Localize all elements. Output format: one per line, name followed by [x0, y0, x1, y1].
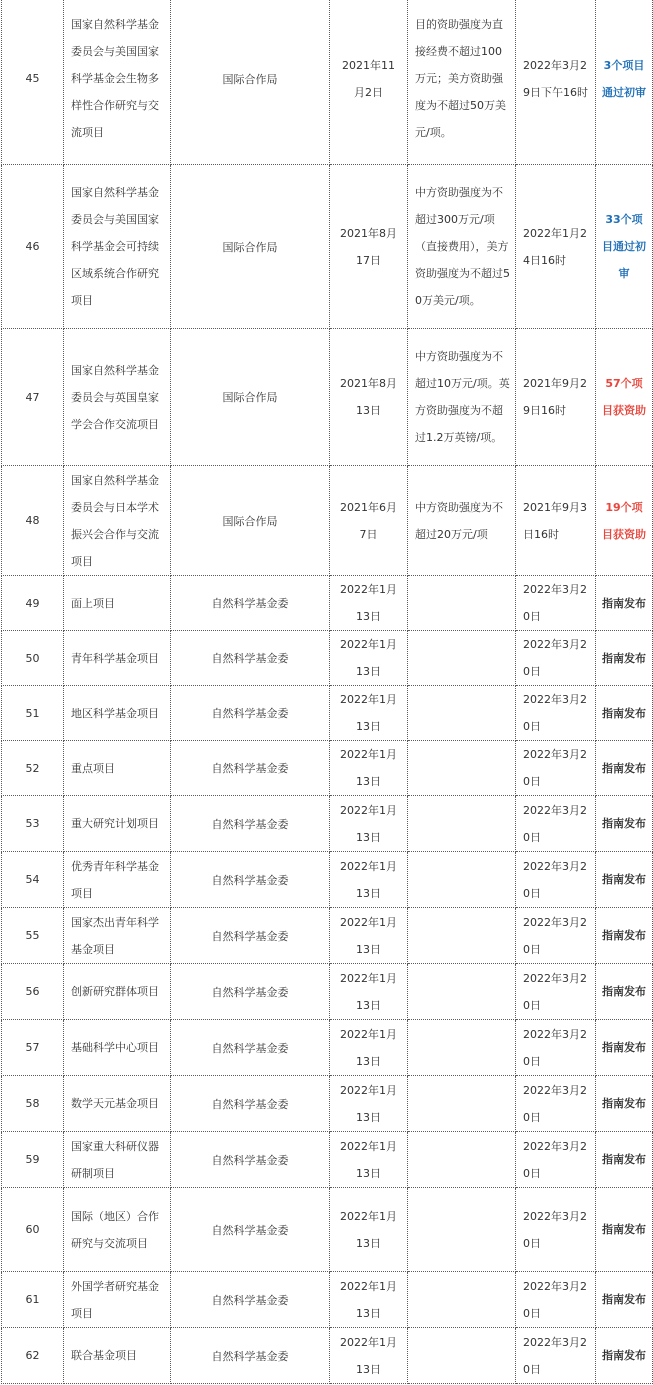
organization: 自然科学基金委	[211, 1223, 289, 1237]
project-name-cell	[64, 852, 171, 908]
status-cell	[596, 741, 653, 796]
project-name-cell	[64, 686, 171, 741]
funding-amount-cell	[408, 1132, 516, 1188]
publish-date: 2022年1月13日	[340, 915, 397, 956]
deadline-cell	[516, 576, 596, 631]
publish-date: 2022年1月13日	[340, 583, 397, 623]
row-number: 59	[25, 1153, 40, 1166]
organization: 自然科学基金委	[211, 1153, 289, 1167]
status: 指南发布	[602, 985, 646, 998]
funding-amount-cell	[408, 0, 516, 165]
deadline: 2022年3月20日	[523, 583, 587, 623]
deadline: 2022年3月20日	[523, 748, 587, 788]
row-number: 46	[25, 240, 40, 253]
organization-cell	[171, 796, 330, 852]
deadline: 2021年9月29日16时	[523, 377, 587, 417]
deadline-cell	[516, 908, 596, 964]
project-name-cell	[64, 1020, 171, 1076]
deadline-cell	[516, 1076, 596, 1132]
row-number-cell	[2, 1132, 64, 1188]
table-row	[2, 631, 653, 686]
funding-amount-cell	[408, 796, 516, 852]
deadline-cell	[516, 1020, 596, 1076]
status-cell	[596, 1020, 653, 1076]
table-row	[2, 908, 653, 964]
status: 指南发布	[602, 706, 646, 720]
table-row	[2, 165, 653, 329]
organization: 自然科学基金委	[211, 929, 289, 943]
project-name-cell	[64, 1272, 171, 1328]
funding-table-body	[2, 0, 653, 1384]
row-number-cell	[2, 1188, 64, 1272]
deadline-cell	[516, 1328, 596, 1384]
row-number-cell	[2, 908, 64, 964]
project-name: 面上项目	[71, 596, 115, 610]
row-number: 45	[25, 72, 40, 85]
organization-cell	[171, 1076, 330, 1132]
organization-cell	[171, 908, 330, 964]
table-row	[2, 1076, 653, 1132]
deadline-cell	[516, 329, 596, 466]
status: 指南发布	[602, 1349, 646, 1362]
organization-cell	[171, 1328, 330, 1384]
funding-amount: 中方资助强度为不超过20万元/项	[415, 500, 503, 541]
status-cell	[596, 0, 653, 165]
deadline: 2021年9月3日16时	[523, 500, 587, 541]
project-name-cell	[64, 165, 171, 329]
status-cell	[596, 1076, 653, 1132]
project-name: 数学天元基金项目	[71, 1097, 159, 1110]
organization: 自然科学基金委	[211, 1349, 289, 1363]
funding-table	[1, 0, 653, 1384]
row-number-cell	[2, 576, 64, 631]
table-row	[2, 1272, 653, 1328]
row-number-cell	[2, 1020, 64, 1076]
publish-date: 2022年1月13日	[340, 859, 397, 900]
funding-amount-cell	[408, 908, 516, 964]
publish-date: 2022年1月13日	[340, 803, 397, 844]
status-cell	[596, 576, 653, 631]
publish-date-cell	[330, 1188, 408, 1272]
organization-cell	[171, 0, 330, 165]
project-name-cell	[64, 1328, 171, 1384]
organization-cell	[171, 1272, 330, 1328]
funding-amount-cell	[408, 852, 516, 908]
publish-date: 2022年1月13日	[340, 1027, 397, 1068]
organization-cell	[171, 631, 330, 686]
project-name: 地区科学基金项目	[71, 706, 159, 720]
table-row	[2, 1132, 653, 1188]
deadline: 2022年3月20日	[523, 638, 587, 678]
publish-date: 2022年1月13日	[340, 1279, 397, 1320]
row-number-cell	[2, 631, 64, 686]
publish-date: 2022年1月13日	[340, 1083, 397, 1124]
publish-date-cell	[330, 466, 408, 576]
row-number-cell	[2, 964, 64, 1020]
deadline-cell	[516, 1188, 596, 1272]
organization: 自然科学基金委	[211, 1293, 289, 1307]
funding-amount-cell	[408, 1188, 516, 1272]
status: 33个项目通过初审	[602, 213, 646, 280]
organization-cell	[171, 165, 330, 329]
publish-date-cell	[330, 165, 408, 329]
funding-amount: 中方资助强度为不超过300万元/项（直接费用），美方资助强度为不超过50万美元/项。	[415, 186, 510, 307]
row-number: 62	[25, 1349, 40, 1362]
row-number-cell	[2, 329, 64, 466]
project-name: 国家杰出青年科学基金项目	[71, 915, 159, 956]
publish-date: 2021年6月7日	[340, 500, 397, 541]
project-name-cell	[64, 0, 171, 165]
funding-amount-cell	[408, 329, 516, 466]
publish-date-cell	[330, 796, 408, 852]
deadline-cell	[516, 741, 596, 796]
deadline: 2022年3月20日	[523, 1209, 587, 1250]
row-number-cell	[2, 741, 64, 796]
status: 指南发布	[602, 1293, 646, 1306]
status: 指南发布	[602, 1153, 646, 1166]
table-row	[2, 741, 653, 796]
funding-amount-cell	[408, 576, 516, 631]
organization: 国际合作局	[222, 514, 278, 528]
table-row	[2, 466, 653, 576]
table-row	[2, 852, 653, 908]
publish-date-cell	[330, 852, 408, 908]
funding-amount-cell	[408, 165, 516, 329]
project-name-cell	[64, 576, 171, 631]
row-number-cell	[2, 1076, 64, 1132]
row-number: 54	[25, 873, 40, 886]
status: 指南发布	[602, 596, 646, 610]
organization-cell	[171, 576, 330, 631]
project-name-cell	[64, 1188, 171, 1272]
organization: 自然科学基金委	[211, 652, 289, 665]
project-name: 创新研究群体项目	[71, 985, 159, 998]
project-name: 优秀青年科学基金项目	[71, 859, 159, 900]
project-name-cell	[64, 796, 171, 852]
deadline-cell	[516, 852, 596, 908]
status: 3个项目通过初审	[602, 58, 646, 99]
status-cell	[596, 686, 653, 741]
funding-amount-cell	[408, 741, 516, 796]
row-number: 61	[25, 1293, 40, 1306]
organization: 自然科学基金委	[211, 707, 289, 720]
organization: 自然科学基金委	[211, 1097, 289, 1111]
publish-date-cell	[330, 0, 408, 165]
deadline: 2022年3月20日	[523, 803, 587, 844]
table-row	[2, 576, 653, 631]
publish-date: 2021年11月2日	[342, 58, 395, 99]
project-name-cell	[64, 466, 171, 576]
project-name: 国家自然科学基金委员会与日本学术振兴会合作与交流项目	[71, 473, 159, 568]
status-cell	[596, 796, 653, 852]
publish-date: 2022年1月13日	[340, 693, 397, 733]
status: 指南发布	[602, 929, 646, 942]
row-number: 60	[25, 1223, 40, 1236]
table-row	[2, 686, 653, 741]
deadline: 2022年3月20日	[523, 1335, 587, 1376]
row-number: 56	[25, 985, 40, 998]
publish-date: 2022年1月13日	[340, 1335, 397, 1376]
status-cell	[596, 1132, 653, 1188]
deadline: 2022年3月20日	[523, 1139, 587, 1180]
row-number: 52	[25, 761, 40, 775]
organization-cell	[171, 1188, 330, 1272]
project-name: 外国学者研究基金项目	[71, 1279, 159, 1320]
organization: 国际合作局	[222, 240, 278, 254]
row-number: 48	[25, 514, 40, 527]
organization: 自然科学基金委	[211, 985, 289, 999]
row-number-cell	[2, 466, 64, 576]
publish-date: 2022年1月13日	[340, 1139, 397, 1180]
organization: 国际合作局	[222, 72, 278, 86]
organization-cell	[171, 852, 330, 908]
project-name-cell	[64, 1076, 171, 1132]
organization-cell	[171, 964, 330, 1020]
deadline: 2022年3月29日下午16时	[523, 58, 588, 99]
organization: 自然科学基金委	[211, 873, 289, 887]
deadline-cell	[516, 466, 596, 576]
row-number: 49	[25, 596, 40, 610]
status: 指南发布	[602, 761, 646, 775]
deadline: 2022年3月20日	[523, 1027, 587, 1068]
publish-date: 2022年1月13日	[340, 748, 397, 788]
organization: 自然科学基金委	[211, 762, 289, 775]
status-cell	[596, 631, 653, 686]
publish-date-cell	[330, 686, 408, 741]
status-cell	[596, 1328, 653, 1384]
row-number-cell	[2, 852, 64, 908]
row-number-cell	[2, 0, 64, 165]
organization-cell	[171, 329, 330, 466]
row-number: 51	[25, 706, 40, 720]
row-number: 55	[25, 929, 40, 942]
publish-date: 2022年1月13日	[340, 638, 397, 678]
status: 指南发布	[602, 1223, 646, 1236]
status-cell	[596, 1272, 653, 1328]
funding-amount-cell	[408, 1020, 516, 1076]
row-number-cell	[2, 686, 64, 741]
deadline-cell	[516, 0, 596, 165]
funding-amount: 中方资助强度为不超过10万元/项。英方资助强度为不超过1.2万英镑/项。	[415, 350, 510, 444]
publish-date-cell	[330, 329, 408, 466]
row-number-cell	[2, 1272, 64, 1328]
publish-date-cell	[330, 1132, 408, 1188]
status-cell	[596, 329, 653, 466]
publish-date-cell	[330, 576, 408, 631]
project-name: 国家重大科研仪器研制项目	[71, 1139, 159, 1180]
deadline: 2022年3月20日	[523, 1279, 587, 1320]
row-number: 47	[25, 390, 40, 404]
deadline: 2022年1月24日16时	[523, 226, 587, 267]
project-name: 重大研究计划项目	[71, 817, 159, 830]
status: 57个项目获资助	[602, 377, 646, 417]
publish-date-cell	[330, 1272, 408, 1328]
status: 指南发布	[602, 873, 646, 886]
status-cell	[596, 466, 653, 576]
deadline-cell	[516, 964, 596, 1020]
publish-date-cell	[330, 1328, 408, 1384]
deadline-cell	[516, 686, 596, 741]
publish-date-cell	[330, 908, 408, 964]
organization: 自然科学基金委	[211, 597, 289, 610]
row-number: 53	[25, 817, 40, 830]
table-row	[2, 796, 653, 852]
publish-date: 2022年1月13日	[340, 1209, 397, 1250]
funding-amount-cell	[408, 466, 516, 576]
funding-amount: 目的资助强度为直接经费不超过100万元；美方资助强度为不超过50万美元/项。	[415, 18, 506, 139]
organization-cell	[171, 466, 330, 576]
organization: 国际合作局	[222, 391, 278, 404]
project-name: 重点项目	[71, 761, 115, 775]
deadline: 2022年3月20日	[523, 859, 587, 900]
deadline: 2022年3月20日	[523, 1083, 587, 1124]
deadline-cell	[516, 1272, 596, 1328]
project-name: 国家自然科学基金委员会与英国皇家学会合作交流项目	[71, 363, 159, 431]
project-name-cell	[64, 741, 171, 796]
publish-date-cell	[330, 964, 408, 1020]
project-name: 联合基金项目	[71, 1349, 137, 1362]
project-name-cell	[64, 329, 171, 466]
project-name-cell	[64, 631, 171, 686]
organization-cell	[171, 686, 330, 741]
project-name-cell	[64, 1132, 171, 1188]
organization: 自然科学基金委	[211, 817, 289, 831]
funding-amount-cell	[408, 1328, 516, 1384]
table-row	[2, 329, 653, 466]
publish-date-cell	[330, 1076, 408, 1132]
project-name: 国际（地区）合作研究与交流项目	[71, 1209, 159, 1250]
project-name: 国家自然科学基金委员会与美国国家科学基金会可持续区域系统合作研究项目	[71, 186, 159, 307]
publish-date: 2021年8月13日	[340, 377, 397, 417]
status: 指南发布	[602, 1097, 646, 1110]
status-cell	[596, 908, 653, 964]
status-cell	[596, 964, 653, 1020]
status-cell	[596, 165, 653, 329]
deadline-cell	[516, 796, 596, 852]
project-name: 国家自然科学基金委员会与美国国家科学基金会生物多样性合作研究与交流项目	[71, 18, 159, 139]
funding-amount-cell	[408, 1076, 516, 1132]
table-row	[2, 1020, 653, 1076]
row-number-cell	[2, 796, 64, 852]
table-row	[2, 1188, 653, 1272]
row-number: 58	[25, 1097, 40, 1110]
status: 指南发布	[602, 1041, 646, 1054]
deadline-cell	[516, 1132, 596, 1188]
funding-amount-cell	[408, 631, 516, 686]
project-name: 青年科学基金项目	[71, 651, 159, 665]
table-row	[2, 1328, 653, 1384]
project-name-cell	[64, 964, 171, 1020]
deadline: 2022年3月20日	[523, 693, 587, 733]
deadline: 2022年3月20日	[523, 915, 587, 956]
publish-date-cell	[330, 741, 408, 796]
publish-date-cell	[330, 1020, 408, 1076]
table-row	[2, 0, 653, 165]
organization-cell	[171, 1132, 330, 1188]
status: 指南发布	[602, 817, 646, 830]
row-number-cell	[2, 165, 64, 329]
organization-cell	[171, 741, 330, 796]
status: 指南发布	[602, 651, 646, 665]
deadline: 2022年3月20日	[523, 971, 587, 1012]
row-number: 57	[25, 1041, 40, 1054]
funding-amount-cell	[408, 964, 516, 1020]
funding-amount-cell	[408, 1272, 516, 1328]
deadline-cell	[516, 631, 596, 686]
publish-date-cell	[330, 631, 408, 686]
status: 19个项目获资助	[602, 500, 646, 541]
funding-amount-cell	[408, 686, 516, 741]
project-name: 基础科学中心项目	[71, 1041, 159, 1054]
organization-cell	[171, 1020, 330, 1076]
project-name-cell	[64, 908, 171, 964]
publish-date: 2021年8月17日	[340, 226, 397, 267]
publish-date: 2022年1月13日	[340, 971, 397, 1012]
deadline-cell	[516, 165, 596, 329]
row-number: 50	[25, 651, 40, 665]
status-cell	[596, 852, 653, 908]
organization: 自然科学基金委	[211, 1041, 289, 1055]
row-number-cell	[2, 1328, 64, 1384]
status-cell	[596, 1188, 653, 1272]
table-row	[2, 964, 653, 1020]
